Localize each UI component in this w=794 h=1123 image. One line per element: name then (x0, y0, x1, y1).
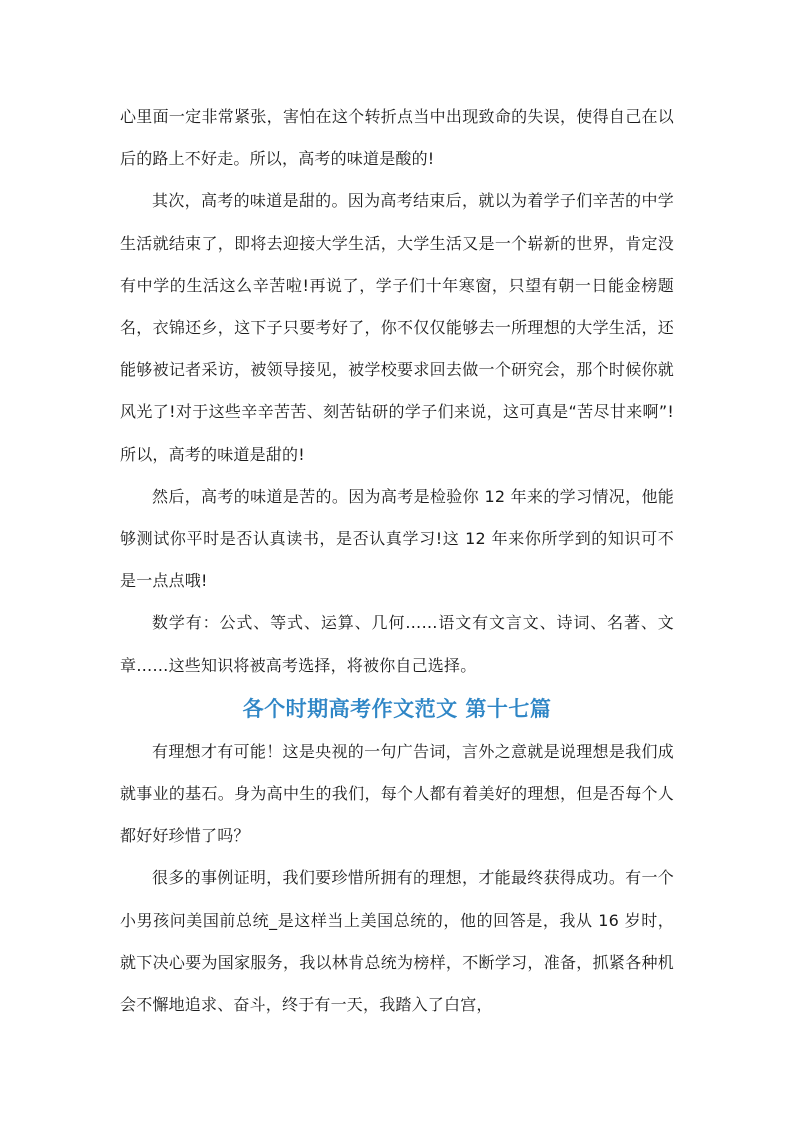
paragraph-6: 很多的事例证明，我们要珍惜所拥有的理想，才能最终获得成功。有一个小男孩问美国前总统_是这样当上美国总统的，他的回答是，我从 16 岁时，就下决心要为国家服务，我以林肯总统为榜样，不断学习，准备，抓紧各种机会不懈地追求、奋斗，终于有一天，我踏入了白宫， (120, 868, 674, 1015)
paragraph-5: 有理想才有可能！这是央视的一句广告词，言外之意就是说理想是我们成就事业的基石。身为高中生的我们，每个人都有着美好的理想，但是否每个人都好好珍惜了吗？ (120, 741, 674, 846)
essay-body-bottom (120, 731, 674, 1026)
document-page (120, 96, 674, 1026)
paragraph-1: 心里面一定非常紧张，害怕在这个转折点当中出现致命的失误，使得自己在以后的路上不好走。所以，高考的味道是酸的! (120, 107, 674, 169)
paragraph-4: 数学有：公式、等式、运算、几何……语文有文言文、诗词、名著、文章……这些知识将被高考选择，将被你自己选择。 (120, 613, 674, 675)
paragraph-2: 其次，高考的味道是甜的。因为高考结束后，就以为着学子们辛苦的中学生活就结束了，即将去迎接大学生活，大学生活又是一个崭新的世界，肯定没有中学的生活这么辛苦啦!再说了，学子们十年寒窗，只望有朝一日能金榜题名，衣锦还乡，这下子只要考好了，你不仅仅能够去一所理想的大学生活，还能够被记者采访，被领导接见，被学校要求回去做一个研究会，那个时候你就风光了!对于这些辛辛苦苦、刻苦钻研的学子们来说，这可真是“苦尽甘来啊”!所以，高考的味道是甜的! (120, 191, 674, 464)
section-heading: 各个时期高考作文范文 第十七篇 (242, 696, 552, 721)
paragraph-3: 然后，高考的味道是苦的。因为高考是检验你 12 年来的学习情况，他能够测试你平时是否认真读书，是否认真学习!这 12 年来你所学到的知识可不是一点点哦! (120, 486, 674, 591)
essay-body-top (120, 96, 674, 687)
